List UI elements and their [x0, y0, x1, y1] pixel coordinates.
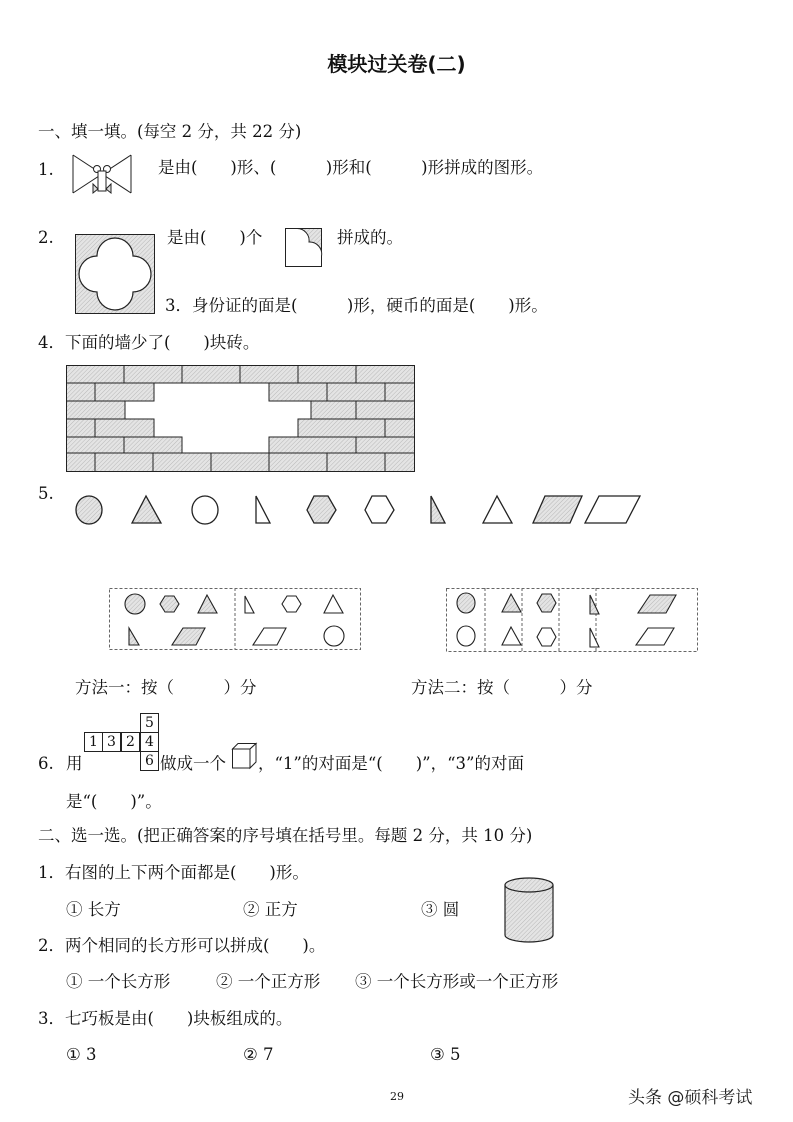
- quatrefoil-figure-icon: [75, 234, 155, 314]
- method1-grouping-box: [109, 588, 361, 650]
- q2-number: 2.: [38, 228, 54, 247]
- hexagon-icon: [365, 496, 394, 523]
- method1-label: 方法一：按（ ）分: [75, 678, 257, 697]
- q1-number: 1.: [38, 160, 54, 179]
- q3-text: 3．身份证的面是( )形，硬币的面是( )形。: [165, 296, 548, 315]
- circle-icon: [192, 496, 218, 524]
- s2-q2-option-3: ③ 一个长方形或一个正方形: [355, 972, 559, 991]
- s2-q2-option-2: ② 一个正方形: [216, 972, 321, 991]
- shaded-parallelogram-icon: [533, 496, 582, 523]
- q5-shapes-row: [70, 492, 650, 528]
- cube-icon: [232, 743, 258, 769]
- net-cell: 3: [102, 732, 121, 752]
- page-number: 29: [390, 1090, 404, 1103]
- shaded-circle-icon: [76, 496, 102, 524]
- s2-q1-option-2: ② 正方: [243, 900, 298, 919]
- q2-text-b: 拼成的。: [337, 228, 403, 247]
- net-cell: 2: [121, 732, 140, 752]
- s2-q1-option-1: ① 长方: [66, 900, 121, 919]
- q1-text: 是由( )形、( )形和( )形拼成的图形。: [158, 158, 544, 177]
- corner-piece-icon: [285, 228, 323, 268]
- triangle-icon: [483, 496, 512, 523]
- shaded-right-triangle-icon: [431, 496, 445, 523]
- s2-q1-option-3: ③ 圆: [421, 900, 460, 919]
- section2-heading: 二、选一选。(把正确答案的序号填在括号里。每题 2 分，共 10 分): [38, 826, 533, 845]
- page-title: 模块过关卷(二): [327, 52, 466, 76]
- watermark: 头条 @硕科考试: [628, 1088, 753, 1108]
- q6-text-b: 做成一个: [160, 754, 226, 773]
- right-triangle-icon: [256, 496, 270, 523]
- q6-text-c: ，“1”的对面是“( )”，“3”的对面: [258, 754, 524, 773]
- method2-grouping-box: [446, 588, 698, 652]
- s2-q2-option-1: ① 一个长方形: [66, 972, 171, 991]
- parallelogram-icon: [585, 496, 640, 523]
- s2-q3-text: 3．七巧板是由( )块板组成的。: [38, 1009, 293, 1028]
- shaded-hexagon-icon: [307, 496, 336, 523]
- method2-label: 方法二：按（ ）分: [411, 678, 593, 697]
- q6-text-d: 是“( )”。: [66, 792, 162, 811]
- section1-heading: 一、填一填。(每空 2 分，共 22 分): [38, 122, 302, 141]
- brick-wall-figure: [66, 365, 415, 472]
- q6-number: 6.: [38, 754, 54, 773]
- q4-text: 4．下面的墙少了( )块砖。: [38, 333, 260, 352]
- net-cell-top: 5: [140, 713, 159, 733]
- s2-q2-text: 2．两个相同的长方形可以拼成( )。: [38, 936, 326, 955]
- s2-q3-option-1: ① 3: [66, 1045, 97, 1064]
- q6-text-a: 用: [66, 754, 83, 773]
- cube-net-figure: [84, 713, 164, 773]
- net-cell-bottom: 6: [140, 751, 159, 771]
- s2-q3-option-3: ③ 5: [430, 1045, 461, 1064]
- net-cell: 4: [140, 732, 159, 752]
- q2-text-a: 是由( )个: [167, 228, 263, 247]
- s2-q3-option-2: ② 7: [243, 1045, 274, 1064]
- net-cell: 1: [84, 732, 103, 752]
- cylinder-figure-icon: [504, 877, 554, 943]
- butterfly-figure-icon: [73, 155, 131, 193]
- q5-number: 5.: [38, 484, 54, 503]
- s2-q1-text: 1．右图的上下两个面都是( )形。: [38, 863, 309, 882]
- shaded-triangle-icon: [132, 496, 161, 523]
